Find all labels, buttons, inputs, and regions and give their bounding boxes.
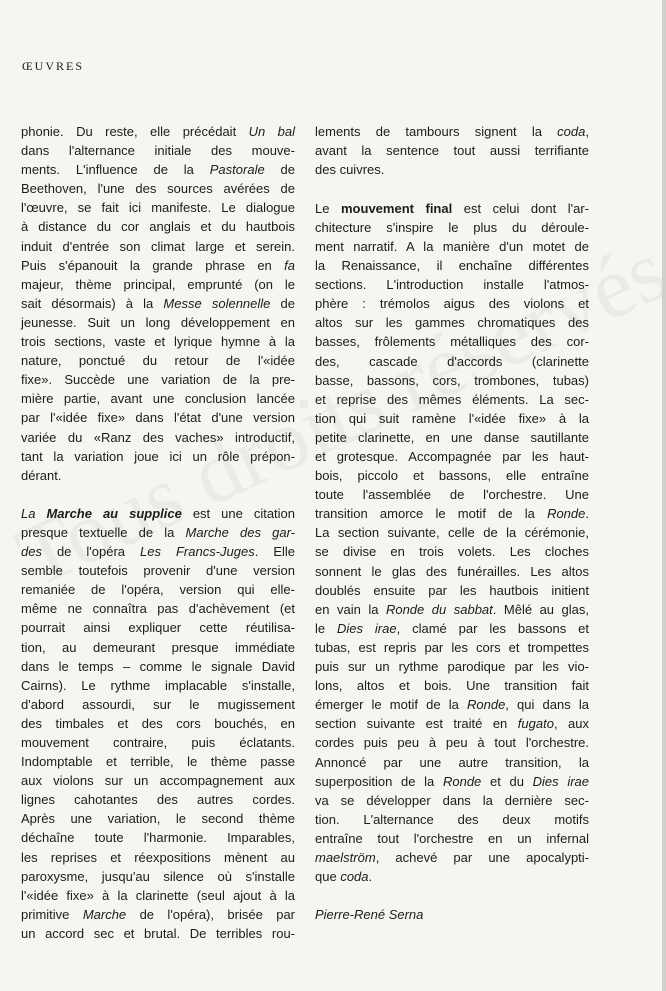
text-line [21,676,295,695]
text-run: , [585,124,589,139]
text-run: mouvement contraire, puis éclatants. [21,735,295,750]
text-line [315,657,589,676]
text-line [315,772,589,791]
text-run: , qui dans la [505,697,589,713]
text-run: Messe solennelle [163,295,271,311]
text-run: de [264,162,295,178]
text-run: Ronde [442,773,482,789]
text-run: Ronde [547,506,586,522]
text-line [315,313,589,332]
text-line [21,408,295,427]
paragraph-gap [315,179,589,199]
text-run: d'abord assourdi, sur le mugissement [21,696,295,712]
text-run: Indomptable et terrible, le thème passe [21,754,295,770]
text-run: . [368,869,373,885]
text-line [315,791,589,810]
text-run: fugato [517,716,554,732]
text-line [315,810,589,829]
text-line [315,371,589,390]
text-run: un accord sec et brutal. De terribles rou- [21,925,295,941]
text-run: sait désormais) à la [21,295,164,311]
text-run: aux violons sur un accompagnement aux [21,773,295,789]
text-line [21,809,295,828]
text-run: toute l'assemblée de l'orchestre. Une [315,487,589,503]
text-run: , aux [553,716,590,732]
text-line [21,160,295,179]
text-run: les reprises et réexpositions mènent au [21,849,295,865]
text-line [21,351,295,370]
text-run: doublés ensuite par les hautbois initient [315,582,589,598]
text-line [315,848,589,867]
text-run: bois, piccolo et bassons, elle entraîne [315,468,589,484]
text-line [21,905,295,924]
text-run: et grotesque. Accompagnée par les haut- [315,449,589,464]
text-run: coda [340,869,369,885]
text-run: des [21,544,42,560]
text-run: ment narratif. A la manière d'un motet de [315,238,589,254]
text-line [21,657,295,676]
text-run: altos sur les gammes chromatiques des [315,315,589,331]
text-run: des timbales et des cors bouchés, en [21,715,295,731]
text-run: Pastorale [209,162,265,178]
left-column [21,122,295,943]
text-line [315,141,589,160]
text-run: basses, frôlements métalliques des cor- [315,334,589,350]
text-run: la Renaissance, il enchaîne différentes [315,258,589,274]
text-run: basse, bassons, cors, trombones, tubas) [315,372,589,388]
text-run: lements de tambours signent la [315,124,558,139]
text-line [315,638,589,657]
text-line [21,580,295,599]
text-run: transition amorce le motif de la [315,506,548,522]
right-column [315,122,589,924]
text-run: superposition de la [315,773,443,789]
text-run: puis sur un rythme parodique par les vio- [315,659,589,675]
text-line [21,790,295,809]
text-line [315,753,589,772]
text-run: , clamé par les bassons et [396,620,589,636]
text-line [21,237,295,256]
text-run: remaniée de l'opéra, version qui elle- [21,582,295,598]
text-run: tion qui suit ramène l'«idée fixe» à la [315,410,589,426]
text-line [315,275,589,294]
text-line [21,848,295,867]
text-run: . Elle [254,544,295,560]
text-run: mouvement final [341,200,453,216]
text-run: va se développer dans la dernière sec- [315,792,589,808]
text-line [315,122,589,141]
text-run: des cuivres. [315,162,385,178]
page-edge [662,0,666,991]
text-line [315,218,589,237]
text-line [21,695,295,714]
text-run: est une citation [181,505,296,521]
text-line [21,141,295,160]
text-run: fa [284,257,295,273]
text-line [315,542,589,561]
text-line [315,619,589,638]
text-run: , achevé par une apocalypti- [375,849,589,865]
text-run: et du [481,773,533,789]
text-line [315,523,589,542]
text-line [315,390,589,409]
text-line [21,504,295,523]
text-run: l'«idée fixe» à la clarinette (seul ajout à la [21,887,295,903]
text-line [21,256,295,275]
text-run: jeunesse. Suit un long développement en [21,314,295,330]
text-run: section suivante est traité en [315,716,518,732]
text-run: cordes puis peu à peu à tout l'orchestre. [315,735,589,751]
text-run: majeur, thème principal, emprunté (on le [21,276,295,292]
text-run: Un bal [248,124,295,139]
text-line [315,237,589,256]
text-run: chitecture s'inspire le plus du déroule- [315,219,589,235]
text-run: émerger le motif de la [315,697,467,713]
text-line [315,676,589,695]
text-line [21,867,295,886]
text-line [21,179,295,198]
text-run: . [585,506,589,522]
text-run: lignes cahotantes des autres cordes. [21,792,295,808]
text-run: sections. L'introduction installe l'atmos- [315,277,589,293]
text-run: sonnent le glas des funérailles. Les altos [315,563,589,579]
text-line [315,199,589,218]
text-line [21,828,295,847]
text-run: semble toutefois provenir d'une version [21,563,295,579]
text-run: paroxysme, jusqu'au silence où s'installe [21,868,295,884]
text-run: . Mêlé au glas, [492,601,589,617]
text-line [315,466,589,485]
text-line [315,581,589,600]
text-run: induit d'entrée son climat large et serein. [21,238,295,254]
text-line [21,275,295,294]
text-run: petite clarinette, en une danse sautillante [315,429,589,445]
text-run: presque textuelle de la [21,524,186,540]
text-run: maelström [315,849,376,865]
text-run: trois sections, vaste et lyrique hymne à la [21,334,295,350]
author-signature: Pierre-René Serna [315,907,424,923]
text-run: Marche des gar- [185,524,295,540]
text-run: La [21,505,47,521]
text-run: coda [557,124,586,139]
text-line [21,924,295,943]
text-line [21,771,295,790]
text-line [21,466,295,485]
text-run: avant la sentence tout aussi terrifiante [315,143,589,159]
text-line [315,695,589,714]
text-run: variée du «Ranz des vaches» introductif, [21,429,295,445]
text-run: l'œuvre, se fait ici manifeste. Le dialogue [21,200,295,216]
text-line [21,370,295,389]
text-line [315,485,589,504]
text-line [21,618,295,637]
text-run: ments. L'influence de la [21,162,210,178]
text-run: dans le temps – comme le signale David [21,658,295,674]
text-line [315,447,589,466]
text-line [21,561,295,580]
text-run: phère : trémolos aigus des violons et [315,296,589,312]
text-run: que [315,869,341,885]
text-run: nature, ponctué du retour de l'«idée [21,353,295,369]
text-line [315,409,589,428]
text-run: Dies irae [337,620,397,636]
text-run: primitive [21,906,83,922]
text-run: est celui dont l'ar- [452,200,589,216]
text-run: Annoncé par une autre transition, la [315,754,589,770]
text-line [21,638,295,657]
text-line [21,313,295,332]
text-run: Le [315,200,341,216]
running-header: ŒUVRES [22,59,85,73]
text-line [21,389,295,408]
text-run: et reprise des mêmes éléments. La sec- [315,391,589,407]
text-line [21,447,295,466]
text-line [315,600,589,619]
text-run: Cairns). Le rythme implacable s'installe, [21,677,295,693]
text-run: Ronde [466,697,506,713]
text-line [21,523,295,542]
text-line [21,752,295,771]
text-run: tant la variation joue ici un rôle prépon- [21,448,295,464]
text-run: Puis s'épanouit la grande phrase en [21,257,285,273]
text-run: à distance du cor anglais et du hautbois [21,219,295,235]
text-run: se divise en trois volets. Les cloches [315,544,589,560]
text-line [21,217,295,236]
text-run: par l'«idée fixe» dans l'état d'une version [21,410,295,426]
text-run: tion. L'alternance des deux motifs [315,811,589,827]
text-run: fixe». Succède une variation de la pre- [21,372,295,388]
text-line [21,198,295,217]
text-run: entraîne tout l'orchestre en un infernal [315,830,589,846]
text-line [315,428,589,447]
text-run: de [270,295,295,311]
text-line [315,332,589,351]
text-run: le [315,620,338,636]
text-run: de l'opéra [41,544,141,560]
text-line [21,733,295,752]
paragraph-gap [21,485,295,504]
text-run: Dies irae [532,773,590,789]
text-run: tion, au demeurant presque immédiate [21,639,295,655]
text-run: La section suivante, celle de la cérémonie, [315,525,589,541]
text-run: dans l'alternance initiale des mouve- [21,143,295,159]
text-run: de l'opéra), brisée par [126,906,295,922]
text-line [315,733,589,752]
text-line [315,160,589,179]
text-run: même ne connaîtra pas d'achèvement (et [21,601,295,617]
text-run: mière partie, avant une conclusion lancée [21,391,295,407]
text-run: déchaîne toute l'harmonie. Imparables, [21,830,295,846]
text-line [315,867,589,886]
text-run: en vain la [315,601,386,617]
text-line [21,542,295,561]
text-line [21,599,295,618]
text-run: Après une variation, le second thème [21,811,295,827]
text-line [315,256,589,275]
text-run: tubas, est repris par les cors et trompettes [315,639,589,655]
text-line [21,886,295,905]
text-run: Beethoven, l'une des sources avérées de [21,181,295,197]
text-line [21,332,295,351]
text-line [315,352,589,371]
text-line [21,428,295,447]
text-run: Marche [82,906,127,922]
text-line [315,829,589,848]
text-run: des, cascade d'accords (clarinette [315,353,589,369]
text-run: Marche au supplice [46,505,182,521]
text-run: dérant. [21,467,62,483]
text-run: Les Francs-Juges [140,544,255,560]
text-run: phonie. Du reste, elle précédait [21,124,249,139]
text-run: pourrait ainsi expliquer cette réutilisa- [21,620,295,636]
text-run: Ronde du sabbat [385,601,493,617]
text-line [21,294,295,313]
text-line [315,294,589,313]
text-line [21,122,295,141]
text-line [21,714,295,733]
text-line [315,504,589,523]
text-line [315,714,589,733]
text-run: lons, altos et bois. Une transition fait [315,678,589,694]
text-line [315,562,589,581]
